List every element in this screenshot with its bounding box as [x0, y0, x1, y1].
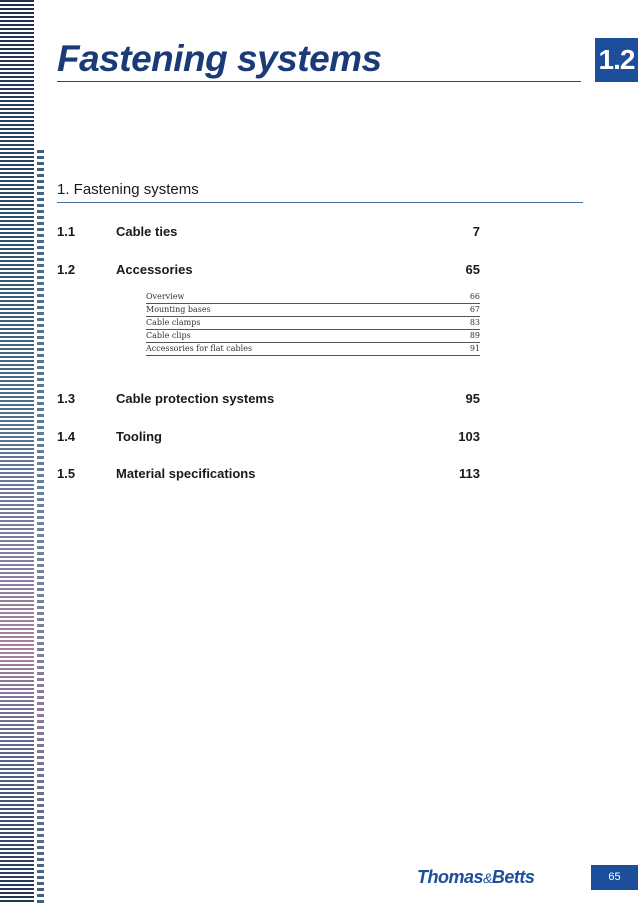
toc-subentry-label: Cable clips [146, 331, 191, 340]
toc-subentry-mounting-bases[interactable] [146, 304, 480, 317]
toc-subentries [146, 291, 480, 356]
toc-entry-page: 103 [458, 429, 480, 444]
section-heading: 1. Fastening systems [57, 181, 199, 198]
toc-subentry-flat-cable-accessories[interactable] [146, 343, 480, 356]
toc-entry-1-4[interactable] [57, 429, 480, 449]
decorative-stripe-secondary [37, 150, 44, 903]
page-number: 65 [591, 865, 638, 890]
page-title: Fastening systems [57, 38, 382, 79]
decorative-stripe [0, 0, 34, 903]
toc-entry-page: 7 [472, 224, 480, 239]
title-divider [57, 81, 581, 82]
toc-entry-number: 1.2 [57, 262, 76, 277]
logo-ampersand: & [483, 870, 492, 886]
toc-subentry-label: Mounting bases [146, 305, 211, 314]
toc-entry-number: 1.4 [57, 429, 76, 444]
brand-logo [417, 867, 534, 888]
toc-entry-1-1[interactable] [57, 224, 480, 244]
toc-entry-label: Cable ties [116, 224, 178, 239]
toc-subentry-label: Accessories for flat cables [146, 344, 253, 353]
toc-entry-1-5[interactable] [57, 466, 480, 486]
toc-entry-label: Accessories [116, 262, 193, 277]
toc-entry-number: 1.3 [57, 391, 76, 406]
section-divider [57, 202, 583, 203]
toc-entry-page: 65 [465, 262, 480, 277]
toc-subentry-label: Overview [146, 292, 185, 301]
toc-subentry-page: 67 [469, 305, 480, 314]
toc-entry-label: Cable protection systems [116, 391, 275, 406]
toc-entry-number: 1.1 [57, 224, 76, 239]
toc-subentry-cable-clamps[interactable] [146, 317, 480, 330]
logo-text-second: Betts [491, 867, 535, 887]
chapter-badge: 1.2 [595, 38, 638, 82]
toc-subentry-page: 66 [469, 292, 480, 301]
toc-entry-label: Material specifications [116, 466, 256, 481]
toc-entry-page: 95 [465, 391, 480, 406]
toc-subentry-page: 83 [469, 318, 480, 327]
toc-subentry-page: 91 [469, 344, 480, 353]
toc-subentry-page: 89 [469, 331, 480, 340]
toc-entry-page: 113 [459, 466, 480, 481]
toc-subentry-overview[interactable] [146, 291, 480, 304]
logo-text-first: Thomas [417, 867, 484, 887]
toc-entry-label: Tooling [116, 429, 162, 444]
toc-entry-1-2[interactable] [57, 262, 480, 282]
toc-entry-number: 1.5 [57, 466, 76, 481]
toc-subentry-label: Cable clamps [146, 318, 201, 327]
toc-entry-1-3[interactable] [57, 391, 480, 411]
toc-subentry-cable-clips[interactable] [146, 330, 480, 343]
